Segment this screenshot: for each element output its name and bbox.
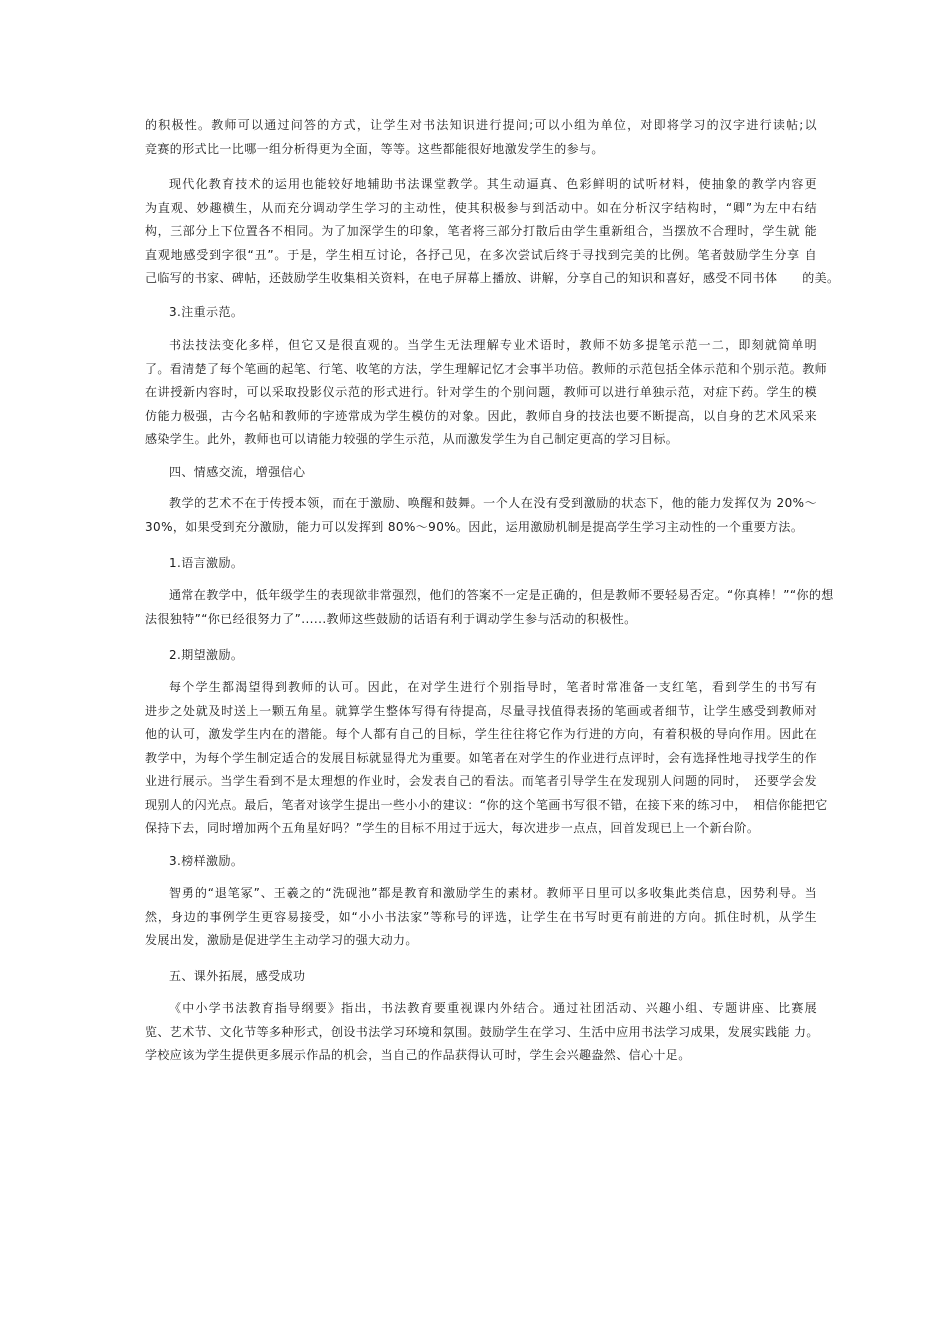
text-line: 教学中，为每个学生制定适合的发展目标就显得尤为重要。如笔者在对学生的作业进行点评时，会有选择性地寻找学生的作 [145, 750, 817, 765]
text-line: 了。看清楚了每个笔画的起笔、行笔、收笔的方法，学生理解记忆才会事半功倍。教师的示范包括全体示范和个别示范。教师 [145, 361, 828, 376]
subheading-1-language: 1.语言激励。 [169, 556, 244, 570]
text-line: 智勇的“退笔冢”、王羲之的“洗砚池”都是教育和激励学生的素材。教师平日里可以多收集此类信息，因势利导。当 [169, 886, 817, 900]
section-heading-4: 四、情感交流，增强信心 [169, 465, 306, 479]
subheading-2-expectation: 2.期望激励。 [169, 648, 244, 662]
text-line: 每个学生都渴望得到教师的认可。因此，在对学生进行个别指导时，笔者时常准备一支红笔，看到学生的书写有 [169, 680, 817, 694]
paragraph-5 [145, 584, 834, 631]
text-line: 感染学生。此外，教师也可以请能力较强的学生示范，从而激发学生为自己制定更高的学习目标。 [145, 432, 679, 446]
text-line: 直观地感受到字很“丑”。于是，学生相互讨论，各抒己见，在多次尝试后终于寻找到完美的比例。笔者鼓励学生分享 自 [145, 247, 817, 262]
text-line: 览、艺术节、文化节等多种形式，创设书法学习环境和氛围。鼓励学生在学习、生活中应用书法学习成果，发展实践能 力。 [145, 1024, 819, 1039]
paragraph-4 [145, 492, 817, 539]
paragraph-6 [145, 676, 828, 841]
text-line: 书法技法变化多样，但它又是很直观的。当学生无法理解专业术语时，教师不妨多提笔示范一二，即刻就简单明 [169, 338, 817, 352]
text-line: 的积极性。教师可以通过问答的方式，让学生对书法知识进行提问;可以小组为单位，对即将学习的汉字进行读帖;以 [145, 118, 817, 132]
text-line: 教学的艺术不在于传授本领，而在于激励、唤醒和鼓舞。一个人在没有受到激励的状态下，他的能力发挥仅为 20%～ [169, 496, 817, 510]
paragraph-2 [145, 173, 840, 291]
text-line: 他的认可，激发学生内在的潜能。每个人都有自己的目标，学生往往将它作为行进的方向，有着积极的导向作用。因此在 [145, 727, 817, 741]
text-line: 现别人的闪光点。最后，笔者对该学生提出一些小小的建议：“你的这个笔画书写很不错，在接下来的练习中， 相信你能把它 [145, 797, 828, 812]
paragraph-7 [145, 882, 817, 953]
text-line: 在讲授新内容时，可以采取投影仪示范的形式进行。针对学生的个别问题，教师可以进行单独示范，对症下药。学生的模 [145, 385, 817, 399]
text-line: 业进行展示。当学生看到不是太理想的作业时，会发表自己的看法。而笔者引导学生在发现别人问题的同时， 还要学会发 [145, 774, 817, 788]
text-line: 进步之处就及时送上一颗五角星。就算学生整体写得有待提高，尽量寻找值得表扬的笔画或者细节，让学生感受到教师对 [145, 703, 817, 718]
paragraph-8 [145, 997, 817, 1068]
text-line: 法很独特”“你已经很努力了”......教师这些鼓励的话语有利于调动学生参与活动的积极性。 [145, 611, 637, 626]
text-line: 学校应该为学生提供更多展示作品的机会，当自己的作品获得认可时，学生会兴趣盎然、信心十足。 [145, 1048, 691, 1062]
text-line: 保持下去，同时增加两个五角星好吗？”学生的目标不用过于远大，每次进步一点点，回首发现已上一个新台阶。 [145, 821, 760, 835]
text-line: 竞赛的形式比一比哪一组分析得更为全面，等等。这些都能很好地激发学生的参与。 [145, 141, 604, 156]
text-line: 发展出发，激励是促进学生主动学习的强大动力。 [145, 933, 418, 947]
subheading-3-role-model: 3.榜样激励。 [169, 854, 244, 868]
text-line: 然，身边的事例学生更容易接受，如“小小书法家”等称号的评选，让学生在书写时更有前进的方向。抓住时机，从学生 [145, 909, 817, 924]
text-line: 仿能力极强，古今名帖和教师的字迹常成为学生模仿的对象。因此，教师自身的技法也要不断提高，以自身的艺术风采来 [145, 408, 817, 423]
text-line: 现代化教育技术的运用也能较好地辅助书法课堂教学。其生动逼真、色彩鲜明的试听材料，使抽象的教学内容更 [169, 177, 817, 191]
text-line: 通常在教学中，低年级学生的表现欲非常强烈，他们的答案不一定是正确的，但是教师不要轻易否定。“你真棒！”“你的想 [169, 588, 834, 602]
paragraph-3 [145, 334, 828, 452]
section-heading-5: 五、课外拓展，感受成功 [169, 969, 306, 983]
text-line: 己临写的书家、碑帖，还鼓励学生收集相关资料，在电子屏幕上播放、讲解，分享自己的知识和喜好，感受不同书体 的美。 [145, 271, 840, 285]
paragraph-1 [145, 114, 817, 161]
subheading-3-demonstration: 3.注重示范。 [169, 305, 244, 319]
text-line: 为直观、妙趣横生，从而充分调动学生学习的主动性，使其积极参与到活动中。如在分析汉字结构时，“卿”为左中右结 [145, 200, 817, 215]
text-line: 构，三部分上下位置各不相同。为了加深学生的印象，笔者将三部分打散后由学生重新组合，当摆放不合理时，学生就 能 [145, 224, 817, 238]
text-line: 30%，如果受到充分激励，能力可以发挥到 80%～90%。因此，运用激励机制是提高学生学习主动性的一个重要方法。 [145, 519, 804, 534]
text-line: 《中小学书法教育指导纲要》指出，书法教育要重视课内外结合。通过社团活动、兴趣小组、专题讲座、比赛展 [169, 1001, 817, 1015]
